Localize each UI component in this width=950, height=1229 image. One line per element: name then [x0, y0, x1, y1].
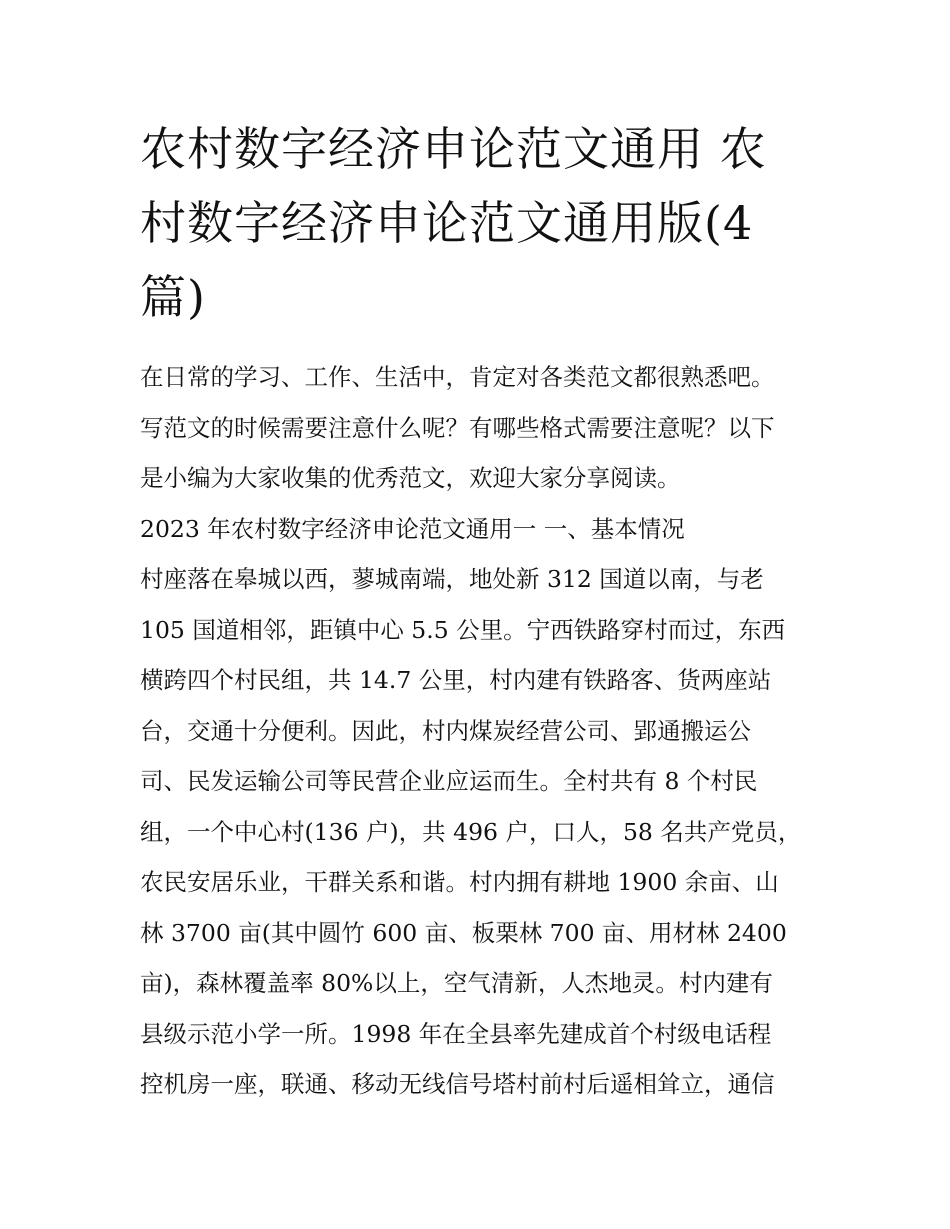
body-line-1: 村座落在皋城以西，蓼城南端，地处新 312 国道以南，与老 [140, 565, 764, 593]
body-line-5: 司、民发运输公司等民营企业应运而生。全村共有 8 个村民 [140, 767, 758, 795]
document-title [140, 112, 820, 334]
intro-paragraph [140, 352, 820, 504]
body-line-10: 县级示范小学一所。1998 年在全县率先建成首个村级电话程 [140, 1019, 772, 1048]
intro-line-1: 在日常的学习、工作、生活中，肯定对各类范文都很熟悉吧。 [140, 363, 775, 391]
body-line-9: 亩)，森林覆盖率 80%以上，空气清新，人杰地灵。村内建有 [140, 969, 773, 997]
title-line-1: 农村数字经济申论范文通用 农 [140, 122, 767, 176]
title-line-2: 村数字经济申论范文通用版(4 [140, 196, 754, 250]
body-line-4: 台，交通十分便利。因此，村内煤炭经营公司、郢通搬运公 [140, 716, 751, 745]
body-line-2: 105 国道相邻，距镇中心 5.5 公里。宁西铁路穿村而过，东西 [140, 615, 786, 644]
body-line-8: 林 3700 亩(其中圆竹 600 亩、板栗林 700 亩、用材林 2400 [140, 918, 787, 947]
body-line-3: 横跨四个村民组，共 14.7 公里，村内建有铁路客、货两座站 [140, 666, 772, 694]
body-line-7: 农民安居乐业，干群关系和谐。村内拥有耕地 1900 余亩、山 [140, 868, 779, 896]
document-page [140, 112, 820, 1110]
body-line-6: 组，一个中心村(136 户)，共 496 户，口人，58 名共产党员， [140, 817, 802, 846]
section-heading: 2023 年农村数字经济申论范文通用一 一、基本情况 [140, 514, 685, 543]
body-paragraph [140, 554, 820, 1110]
body-line-11: 控机房一座，联通、移动无线信号塔村前村后遥相耸立，通信 [140, 1070, 775, 1098]
intro-line-2: 写范文的时候需要注意什么呢？有哪些格式需要注意呢？以下 [140, 413, 775, 442]
title-line-3: 篇) [140, 270, 206, 324]
intro-line-3: 是小编为大家收集的优秀范文，欢迎大家分享阅读。 [140, 464, 681, 492]
